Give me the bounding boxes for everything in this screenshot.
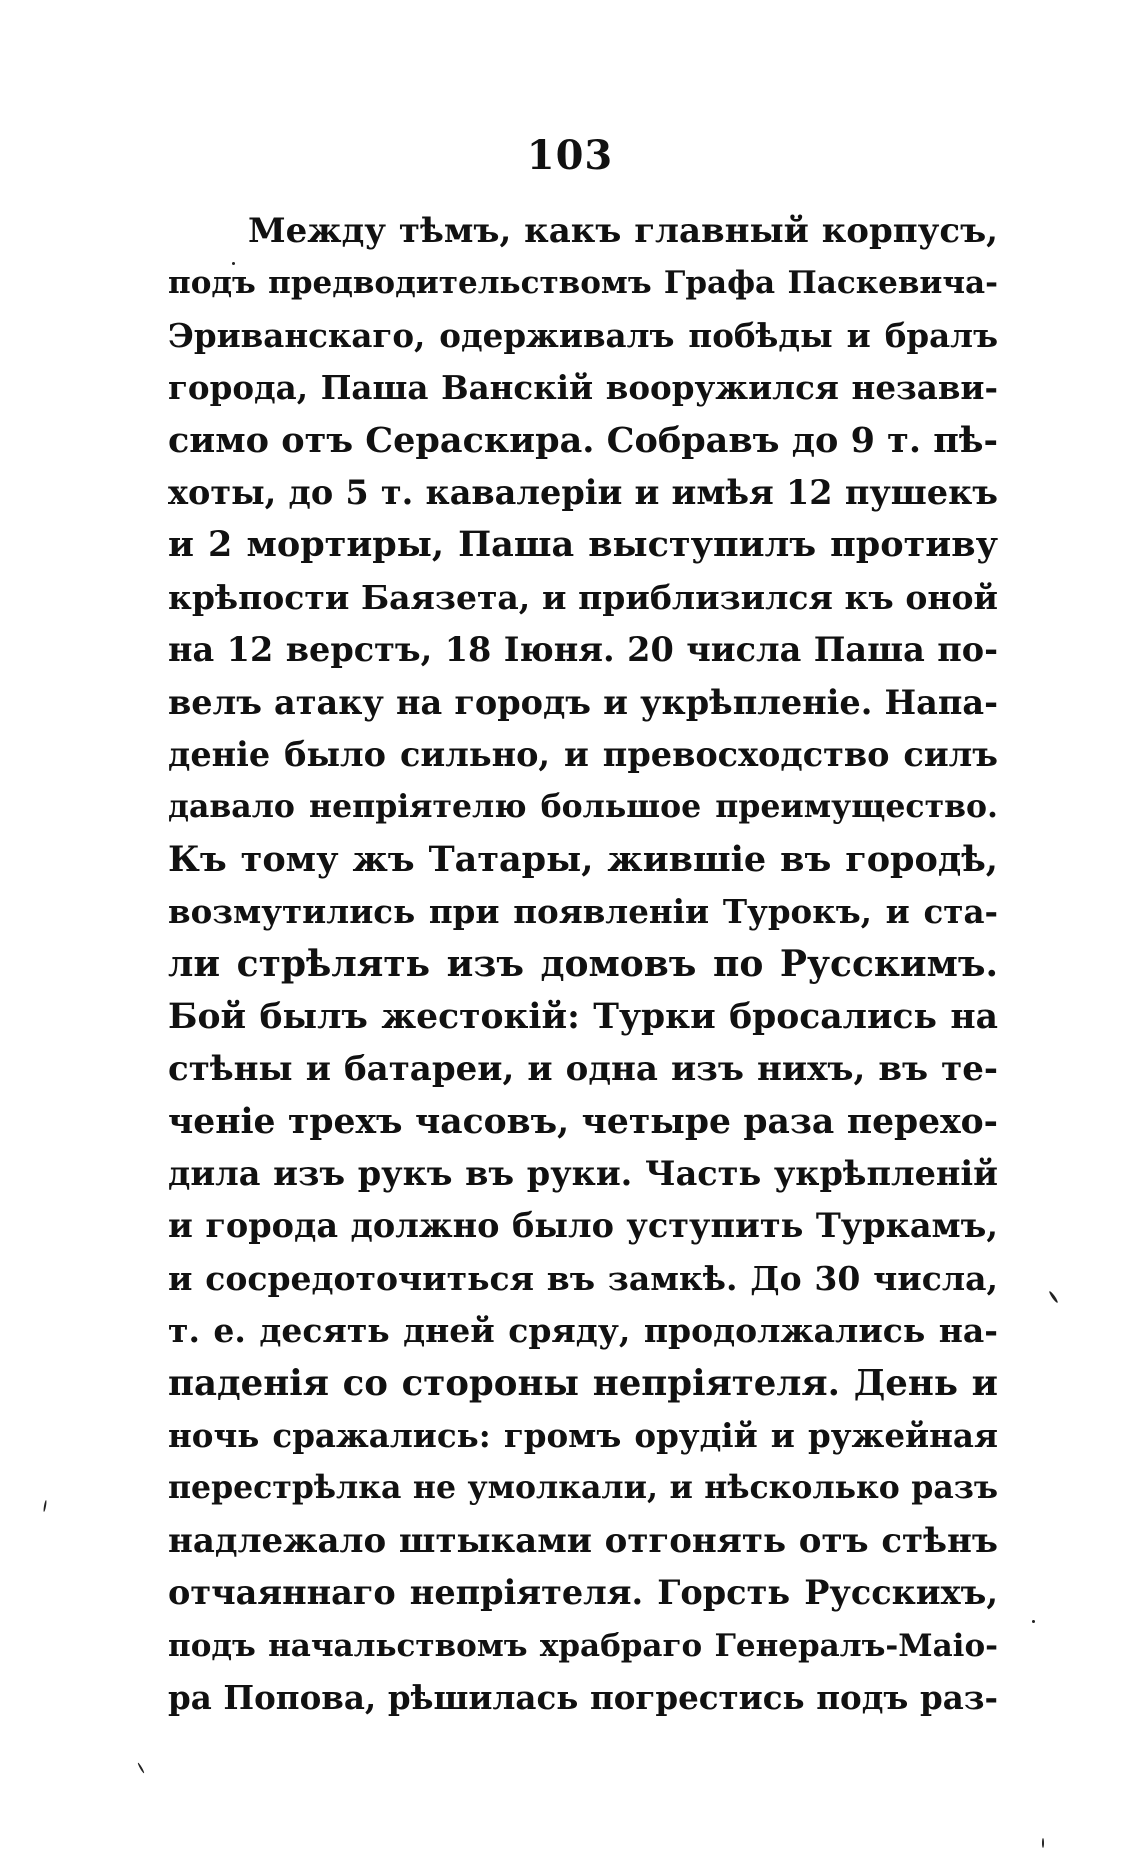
text-line: ра Попова, рѣшилась погрестись подъ раз-	[168, 1677, 998, 1717]
text-line: ченіе трехъ часовъ, четыре раза перехо-	[168, 1101, 998, 1142]
text-line: ночь сражались: громъ орудій и ружейная	[168, 1415, 998, 1455]
body-text	[168, 205, 998, 1724]
text-line: хоты, до 5 т. кавалеріи и имѣя 12 пушекъ	[168, 472, 998, 512]
text-line: Эриванскаго, одерживалъ побѣды и бралъ	[168, 315, 998, 355]
scan-speck	[43, 1500, 47, 1512]
text-line: и сосредоточиться въ замкѣ. До 30 числа,	[168, 1258, 998, 1298]
text-line: паденія со стороны непріятеля. День и	[168, 1362, 998, 1404]
text-line: деніе было сильно, и превосходство силъ	[168, 734, 998, 774]
scan-speck	[137, 1762, 145, 1773]
text-line: подъ предводительствомъ Графа Паскевича-	[168, 265, 998, 302]
text-line: т. е. десять дней сряду, продолжались на-	[168, 1311, 998, 1351]
scan-speck	[1042, 1838, 1044, 1848]
text-line: стѣны и батареи, и одна изъ нихъ, въ те-	[168, 1049, 998, 1090]
text-line: надлежало штыками отгонять отъ стѣнъ	[168, 1520, 998, 1561]
text-line: давало непріятелю большое преимущество.	[168, 788, 998, 826]
text-line: подъ начальствомъ храбраго Генералъ-Маіо-	[168, 1627, 998, 1664]
text-line: Между тѣмъ, какъ главный корпусъ,	[248, 211, 998, 251]
text-line: перестрѣлка не умолкали, и нѣсколько разъ	[168, 1469, 998, 1507]
text-line: крѣпости Баязета, и приблизился къ оной	[168, 577, 998, 617]
text-line: ли стрѣлять изъ домовъ по Русскимъ.	[168, 943, 998, 986]
text-line: возмутились при появленіи Турокъ, и ста-	[168, 892, 998, 932]
text-line: Къ тому жъ Татары, жившіе въ городѣ,	[168, 838, 998, 880]
text-line: велъ атаку на городъ и укрѣпленіе. Напа-	[168, 682, 998, 722]
scan-speck	[1032, 1620, 1035, 1623]
scan-speck	[232, 262, 235, 265]
text-line: и 2 мортиры, Паша выступилъ противу	[168, 524, 998, 566]
page-number: 103	[526, 132, 614, 179]
text-line: отчаяннаго непріятеля. Горсть Русскихъ,	[168, 1573, 998, 1613]
text-line: Бой былъ жестокій: Турки бросались на	[168, 996, 998, 1037]
text-line: города, Паша Ванскій вооружился незави-	[168, 368, 998, 408]
text-line: на 12 верстъ, 18 Іюня. 20 числа Паша по-	[168, 630, 998, 670]
text-line: дила изъ рукъ въ руки. Часть укрѣпленій	[168, 1154, 998, 1194]
scan-speck	[1048, 1290, 1058, 1303]
text-line: и города должно было уступить Туркамъ,	[168, 1206, 998, 1246]
text-line: симо отъ Сераскира. Собравъ до 9 т. пѣ-	[168, 419, 998, 461]
